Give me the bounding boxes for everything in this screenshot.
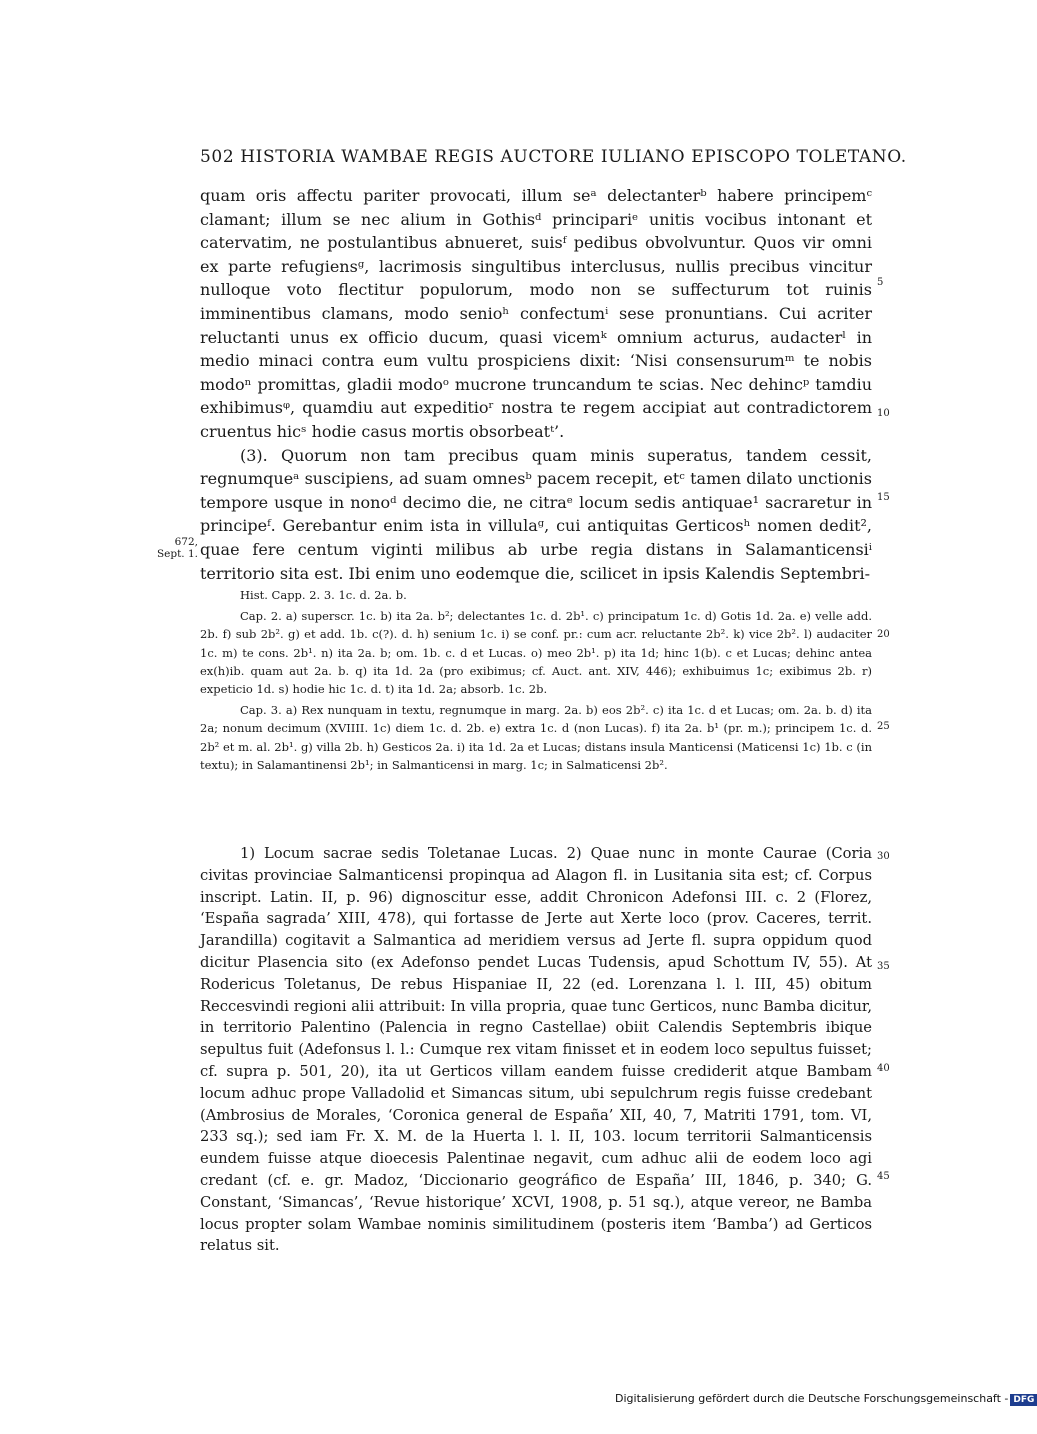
apparatus-cap2: Cap. 2. a) superscr. 1c. b) ita 2a. b²; delectantes 1c. d. 2b¹. c) principatum 1c. d) Gotis 1d. 2a. e) velle add. 2b. f) sub 2b². g) et add. 1b. c(?). d. h) senium 1c. i) se conf. pr.: cum acr. reluctante 2b². k) vice 2b². l) audaciter 1c. m) te cons. 2b¹. n) ita 2a. b; om. 1b. c. d et Lucas. o) meo 2b¹. p) ita 1d; hinc 1(b). c et Lucas; dehinc antea ex(h)ib. quam aut 2a. b. q) ita 1d. 2a (pro exibimus; cf. Auct. ant. XIV, 446); exhibuimus 1c; exibimus 2b. r) expeticio 1d. s) hodie hic 1c. d. t) ita 1d. 2a; absorb. 1c. 2b. — [200, 609, 872, 697]
line-number: 25 — [877, 721, 890, 732]
line-number: 10 — [877, 408, 890, 419]
footnotes-text: 1) Locum sacrae sedis Toletanae Lucas. 2) Quae nunc in monte Caurae (Coria civitas provinciae Salmanticensi propinqua ad Alagon fl. in Lusitania sita est; cf. Corpus inscript. Latin. II, p. 96) dignoscitur esse, addit Chronicon Adefonsi III. c. 2 (Florez, ‘España sagrada’ XIII, 478), qui fortasse de Jerte aut Xerte loco (prov. Caceres, territ. Jarandilla) cogitavit a Salmantica ad meridiem versus ad Jerte fl. supra oppidum quod dicitur Plasencia sito (ex Adefonso pendet Lucas Tudensis, apud Schottum IV, 55). At Rodericus Toletanus, De rebus Hispaniae II, 22 (ed. Lorenzana l. l. III, 45) obitum Reccesvindi regioni alii attribuit: In villa propria, quae tunc Gerticos, nunc Bamba dicitur, in territorio Palentino (Palencia in regno Castellae) obiit Calendis Septembris ibique sepultus fuit (Adefonsus l. l.: Cumque rex vitam finisset et in eodem loco sepultus fuisset; cf. supra p. 501, 20), ita ut Gerticos villam eandem fuisse crediderit atque Bambam locum adhuc prope Valladolid et Simancas situm, ubi sepulchrum regis fuisse credebant (Ambrosius de Morales, ‘Coronica general de España’ XII, 40, 7, Matriti 1791, tom. VI, 233 sq.); sed iam Fr. X. M. de la Huerta l. l. II, 103. locum territorii Salmanticensis eundem fuisse atque dioecesis Palentinae negavit, cum adhuc alii de eodem loco agi credant (cf. e. gr. Madoz, ‘Diccionario geográfico de España’ III, 1846, p. 340; G. Constant, ‘Simancas’, ‘Revue historique’ XCVI, 1908, p. 51 sq.), atque vereor, ne Bamba locus propter solam Wambae nominis similitudinem (posteris item ‘Bamba’) ad Gerticos relatus sit. — [200, 845, 872, 1255]
dfg-logo: DFG — [1010, 1394, 1037, 1406]
footnotes — [200, 843, 872, 1257]
line-number: 45 — [877, 1171, 890, 1182]
line-number: 15 — [877, 492, 890, 503]
line-number: 35 — [877, 961, 890, 972]
line-number: 20 — [877, 629, 890, 640]
margin-date: Sept. 1. — [156, 548, 198, 560]
margin-date-note — [150, 536, 198, 560]
digitization-footer — [615, 1392, 1037, 1406]
paragraph-1: quam oris affectu pariter provocati, illum seᵃ delectanterᵇ habere principemᶜ clamant; illum se nec alium in Gothisᵈ principariᵉ unitis vocibus intonant et catervatim, ne postulantibus abnueret, suisᶠ pedibus obvolvuntur. Quos vir omni ex parte refugiensᵍ, lacrimosis singultibus interclusus, nullis precibus vincitur nulloque voto flectitur populorum, modo non se suffecturum tot ruinis imminentibus clamans, modo senioʰ confectumⁱ sese pronuntians. Cui acriter reluctanti unus ex officio ducum, quasi vicemᵏ omnium acturus, audacterˡ in medio minaci contra eum vultu prospiciens dixit: ‘Nisi consensurumᵐ te nobis modoⁿ promittas, gladii modoᵒ mucrone truncandum te scias. Nec dehincᵖ tamdiu exhibimusᵠ, quamdiu aut expeditioʳ nostra te regem accipiat aut contradictorem cruentus hicˢ hodie casus mortis obsorbeatᵗ’. — [200, 186, 872, 441]
apparatus-hist: Hist. Capp. 2. 3. 1c. d. 2a. b. — [240, 588, 407, 602]
line-number: 5 — [877, 277, 884, 288]
line-number: 40 — [877, 1063, 890, 1074]
paragraph-2: (3). Quorum non tam precibus quam minis superatus, tandem cessit, regnumqueᵃ suscipiens, ad suam omnesᵇ pacem recepit, etᶜ tamen dilato unctionis tempore usque in nonoᵈ decimo die, ne citraᵉ locum sedis antiquae¹ sacraretur in principeᶠ. Gerebantur enim ista in villulaᵍ, cui antiquitas Gerticosʰ nomen dedit², quae fere centum viginti milibus ab urbe regia distans in Salamanticensiⁱ territorio sita est. Ibi enim uno eodemque die, scilicet in ipsis Kalendis Septembri- — [200, 445, 872, 583]
margin-year: 672, — [174, 536, 198, 548]
critical-apparatus — [200, 586, 872, 777]
main-text — [200, 184, 872, 585]
line-number: 30 — [877, 851, 890, 862]
footer-text: Digitalisierung gefördert durch die Deutsche Forschungsgemeinschaft - — [615, 1392, 1009, 1405]
apparatus-cap3: Cap. 3. a) Rex nunquam in textu, regnumque in marg. 2a. b) eos 2b². c) ita 1c. d et Lucas; om. 2a. b. d) ita 2a; nonum decimum (XVIIII. 1c) diem 1c. d. 2b. e) extra 1c. d (non Lucas). f) ita 2a. b¹ (pr. m.); principem 1c. d. 2b² et m. al. 2b¹. g) villa 2b. h) Gesticos 2a. i) ita 1d. 2a et Lucas; distans insula Manticensi (Maticensi 1c) 1b. c (in textu); in Salamantinensi 2b¹; in Salmanticensi in marg. 1c; in Salmaticensi 2b². — [200, 703, 872, 772]
running-header: 502 HISTORIA WAMBAE REGIS AUCTORE IULIANO EPISCOPO TOLETANO. — [200, 147, 907, 167]
